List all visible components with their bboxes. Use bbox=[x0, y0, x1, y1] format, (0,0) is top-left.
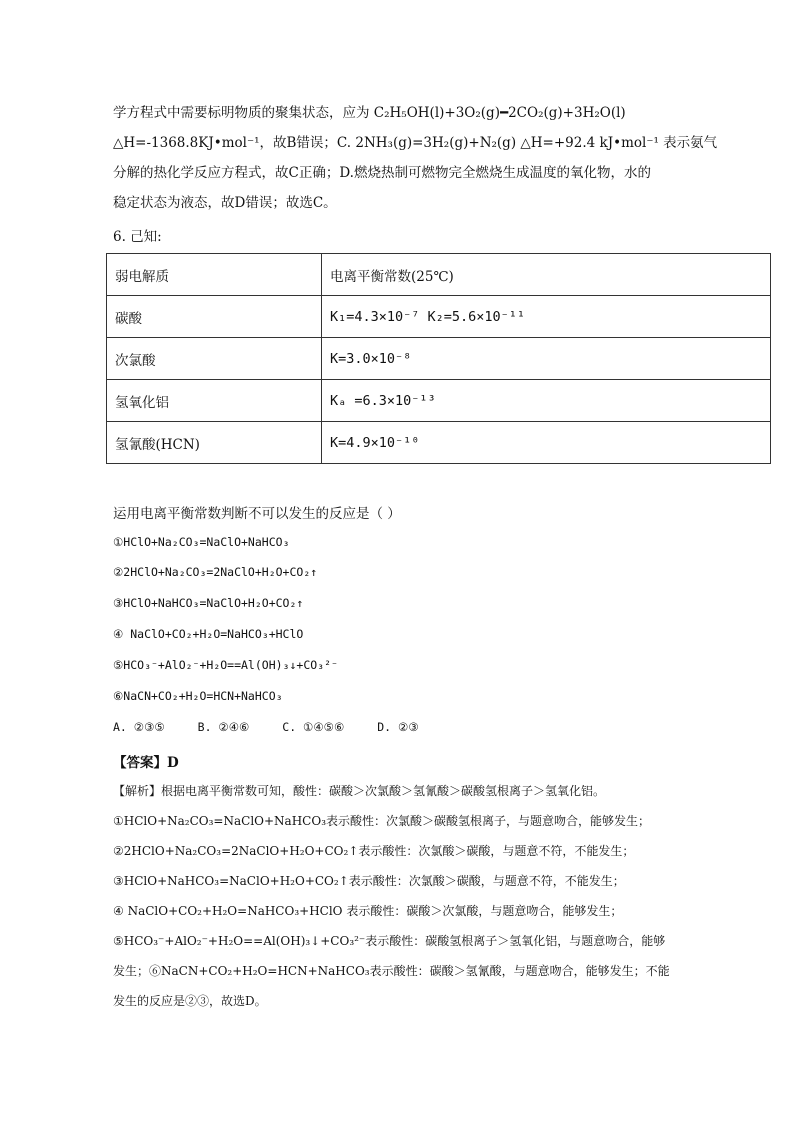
table-cell: 次氯酸 bbox=[107, 338, 322, 380]
analysis-line: ④ NaClO+CO₂+H₂O=NaHCO₃+HClO 表示酸性：碳酸＞次氯酸，与题意吻合，能够发生； bbox=[113, 904, 623, 918]
analysis-line: 发生的反应是②③，故选D。 bbox=[113, 994, 267, 1008]
reaction-item: ⑥NaCN+CO₂+H₂O=HCN+NaHCO₃ bbox=[113, 689, 283, 703]
reaction-item: ⑤HCO₃⁻+AlO₂⁻+H₂O==Al(OH)₃↓+CO₃²⁻ bbox=[113, 658, 338, 672]
question-number: 6. 己知: bbox=[113, 229, 162, 245]
option-b: B. ②④⑥ bbox=[197, 720, 250, 734]
intro-line: △H=-1368.8KJ•mol⁻¹，故B错误；C. 2NH₃(g)=3H₂(g)+N₂(g) △H=+92.4 kJ•mol⁻¹ 表示氨气 bbox=[113, 135, 718, 151]
answer-options bbox=[113, 720, 445, 734]
analysis-line: 发生；⑥NaCN+CO₂+H₂O=HCN+NaHCO₃表示酸性：碳酸＞氢氰酸，与题意吻合，能够发生；不能 bbox=[113, 964, 670, 978]
analysis-line: ③HClO+NaHCO₃=NaClO+H₂O+CO₂↑表示酸性：次氯酸＞碳酸，与题意不符，不能发生； bbox=[113, 874, 625, 888]
table-cell: K₁=4.3×10⁻⁷ K₂=5.6×10⁻¹¹ bbox=[322, 296, 771, 338]
table-cell: 氢氧化铝 bbox=[107, 380, 322, 422]
intro-line: 稳定状态为液态，故D错误；故选C。 bbox=[113, 195, 337, 211]
question-text: 运用电离平衡常数判断不可以发生的反应是（ ） bbox=[113, 506, 401, 522]
intro-line: 学方程式中需要标明物质的聚集状态，应为 C₂H₅OH(l)+3O₂(g)━2CO₂(g)+3H₂O(l) bbox=[113, 105, 626, 121]
analysis-line: ②2HClO+Na₂CO₃=2NaClO+H₂O+CO₂↑表示酸性：次氯酸＞碳酸，与题意不符，不能发生； bbox=[113, 844, 635, 858]
table-cell: K=4.9×10⁻¹⁰ bbox=[322, 422, 771, 464]
ionization-constant-table bbox=[106, 253, 771, 464]
table-header-row bbox=[107, 254, 771, 296]
analysis-paragraph bbox=[113, 776, 713, 1016]
table-header-cell: 电离平衡常数(25℃) bbox=[322, 254, 771, 296]
table-cell: 氢氰酸(HCN) bbox=[107, 422, 322, 464]
option-a: A. ②③⑤ bbox=[113, 720, 165, 734]
table-row bbox=[107, 422, 771, 464]
table-cell: K=3.0×10⁻⁸ bbox=[322, 338, 771, 380]
analysis-line: 【解析】根据电离平衡常数可知，酸性：碳酸＞次氯酸＞氢氰酸＞碳酸氢根离子＞氢氧化铝。 bbox=[113, 784, 606, 798]
reaction-item: ①HClO+Na₂CO₃=NaClO+NaHCO₃ bbox=[113, 535, 290, 549]
table-row bbox=[107, 296, 771, 338]
analysis-line: ①HClO+Na₂CO₃=NaClO+NaHCO₃表示酸性：次氯酸＞碳酸氢根离子，与题意吻合，能够发生； bbox=[113, 814, 651, 828]
option-d: D. ②③ bbox=[377, 720, 419, 734]
table-cell: 碳酸 bbox=[107, 296, 322, 338]
option-c: C. ①④⑤⑥ bbox=[282, 720, 345, 734]
reaction-item: ③HClO+NaHCO₃=NaClO+H₂O+CO₂↑ bbox=[113, 596, 304, 610]
table-row bbox=[107, 380, 771, 422]
reaction-item: ④ NaClO+CO₂+H₂O=NaHCO₃+HClO bbox=[113, 627, 304, 641]
intro-line: 分解的热化学反应方程式，故C正确；D.燃烧热制可燃物完全燃烧生成温度的氧化物，水的 bbox=[113, 165, 651, 181]
answer-label: 【答案】D bbox=[113, 755, 179, 771]
analysis-line: ⑤HCO₃⁻+AlO₂⁻+H₂O==Al(OH)₃↓+CO₃²⁻表示酸性：碳酸氢根离子＞氢氧化铝，与题意吻合，能够 bbox=[113, 934, 666, 948]
table-row bbox=[107, 338, 771, 380]
reaction-item: ②2HClO+Na₂CO₃=2NaClO+H₂O+CO₂↑ bbox=[113, 565, 318, 579]
intro-paragraph bbox=[113, 98, 718, 218]
table-header-cell: 弱电解质 bbox=[107, 254, 322, 296]
table-cell: Kₐ =6.3×10⁻¹³ bbox=[322, 380, 771, 422]
